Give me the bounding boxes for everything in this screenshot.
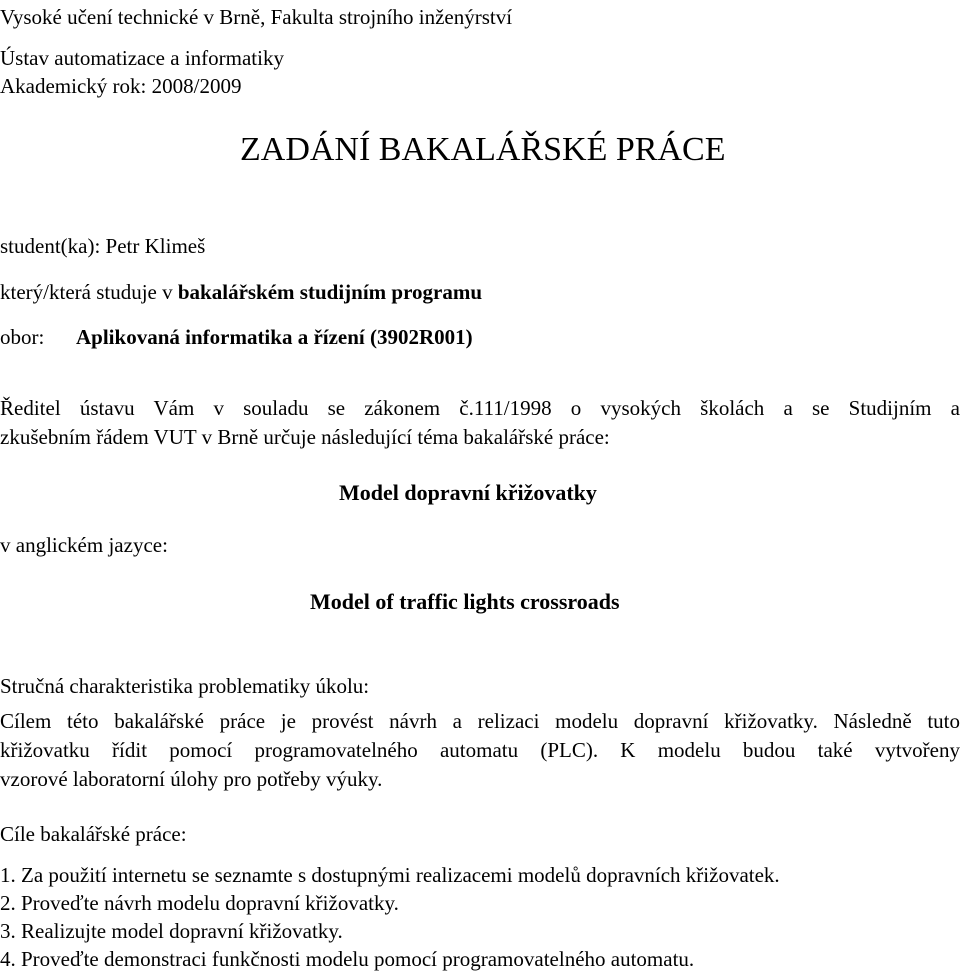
goal-item-2: 2. Proveďte návrh modelu dopravní křižovatky. — [0, 891, 399, 915]
university-name: Vysoké učení technické v Brně, Fakulta strojního inženýrství — [0, 5, 513, 29]
intro-line-1: Ředitel ústavu Vám v souladu se zákonem č.111/1998 o vysokých školách a se Studijním a — [0, 396, 960, 420]
goal-item-1: 1. Za použití internetu se seznamte s dostupnými realizacemi modelů dopravních křižovatek. — [0, 863, 780, 887]
goal-item-4: 4. Proveďte demonstraci funkčnosti modelu pomocí programovatelného automatu. — [0, 947, 695, 971]
student-line: student(ka): Petr Klimeš — [0, 234, 206, 258]
field-label: obor: — [0, 325, 45, 349]
field-value: Aplikovaná informatika a řízení (3902R001) — [76, 325, 473, 349]
topic-english: Model of traffic lights crossroads — [310, 589, 620, 614]
program-name: bakalářském studijním programu — [177, 280, 483, 304]
page-title: ZADÁNÍ BAKALÁŘSKÉ PRÁCE — [240, 131, 726, 168]
english-label: v anglickém jazyce: — [0, 533, 168, 557]
topic-czech: Model dopravní křižovatky — [339, 480, 597, 505]
program-line — [0, 280, 482, 304]
characteristics-line-3: vzorové laboratorní úlohy pro potřeby výuky. — [0, 767, 383, 791]
academic-year: Akademický rok: 2008/2009 — [0, 74, 242, 98]
goal-item-3: 3. Realizujte model dopravní křižovatky. — [0, 919, 343, 943]
characteristics-line-2: křižovatku řídit pomocí programovatelného automatu (PLC). K modelu budou také vytvořeny — [0, 738, 960, 762]
goals-heading: Cíle bakalářské práce: — [0, 822, 187, 846]
characteristics-heading: Stručná charakteristika problematiky úkolu: — [0, 674, 370, 698]
intro-line-2: zkušebním řádem VUT v Brně určuje následující téma bakalářské práce: — [0, 425, 610, 449]
program-prefix: který/která studuje v — [0, 280, 178, 304]
institute-name: Ústav automatizace a informatiky — [0, 46, 284, 70]
characteristics-line-1: Cílem této bakalářské práce je provést návrh a relizaci modelu dopravní křižovatky. Následně tuto — [0, 709, 960, 733]
